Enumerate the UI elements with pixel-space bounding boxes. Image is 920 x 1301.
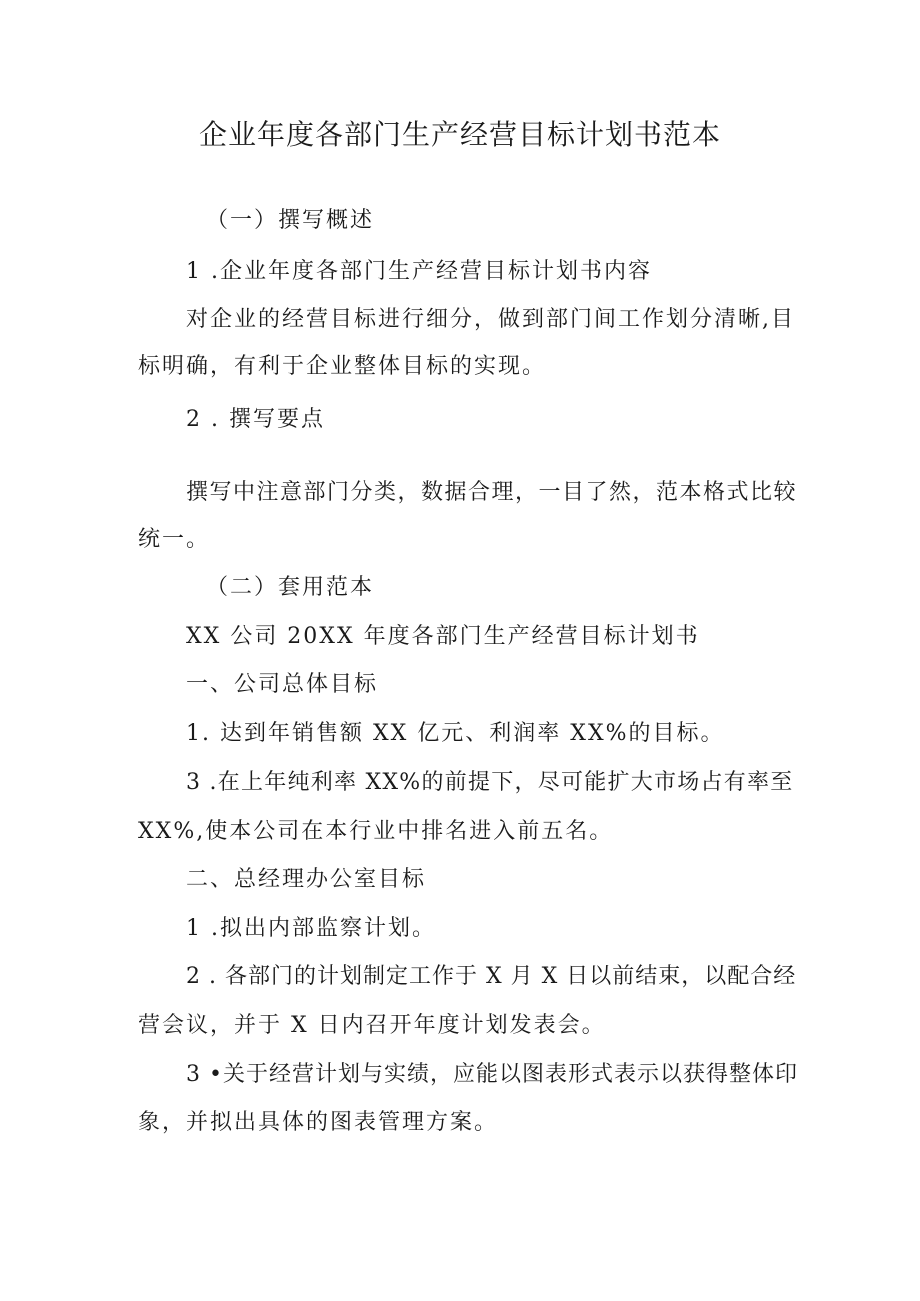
paragraph-line: 1 .拟出内部监察计划。 (186, 916, 436, 941)
section-heading-template: （二）套用范本 (206, 575, 375, 600)
paragraph-line: 1 .企业年度各部门生产经营目标计划书内容 (186, 259, 652, 284)
paragraph-line: 一、公司总体目标 (186, 672, 379, 697)
paragraph-line: 3 .在上年纯利率 XX%的前提下，尽可能扩大市场占有率至 (186, 770, 794, 795)
paragraph-line: 3 •关于经营计划与实绩，应能以图表形式表示以获得整体印 (186, 1062, 798, 1087)
paragraph-line: XX 公司 20XX 年度各部门生产经营目标计划书 (186, 624, 700, 649)
paragraph-line: 撰写中注意部门分类，数据合理，一目了然，范本格式比较 (186, 480, 798, 505)
paragraph-line: 标明确，有利于企业整体目标的实现。 (138, 354, 547, 379)
paragraph-line: 统一。 (138, 527, 211, 552)
paragraph-line: 象，并拟出具体的图表管理方案。 (138, 1110, 499, 1135)
paragraph-line: 1. 达到年销售额 XX 亿元、利润率 XX%的目标。 (186, 721, 725, 746)
paragraph-line: 对企业的经营目标进行细分，做到部门间工作划分清晰,目 (186, 307, 795, 332)
paragraph-line: 二、总经理办公室目标 (186, 867, 427, 892)
paragraph-line: XX%,使本公司在本行业中排名进入前五名。 (138, 819, 614, 844)
paragraph-line: 营会议，并于 X 日内召开年度计划发表会。 (138, 1013, 606, 1038)
document-title: 企业年度各部门生产经营目标计划书范本 (198, 118, 721, 151)
section-heading-overview: （一）撰写概述 (206, 208, 375, 233)
paragraph-line: 2 . 撰写要点 (186, 407, 325, 432)
paragraph-line: 2 . 各部门的计划制定工作于 X 月 X 日以前结束，以配合经 (186, 964, 797, 989)
